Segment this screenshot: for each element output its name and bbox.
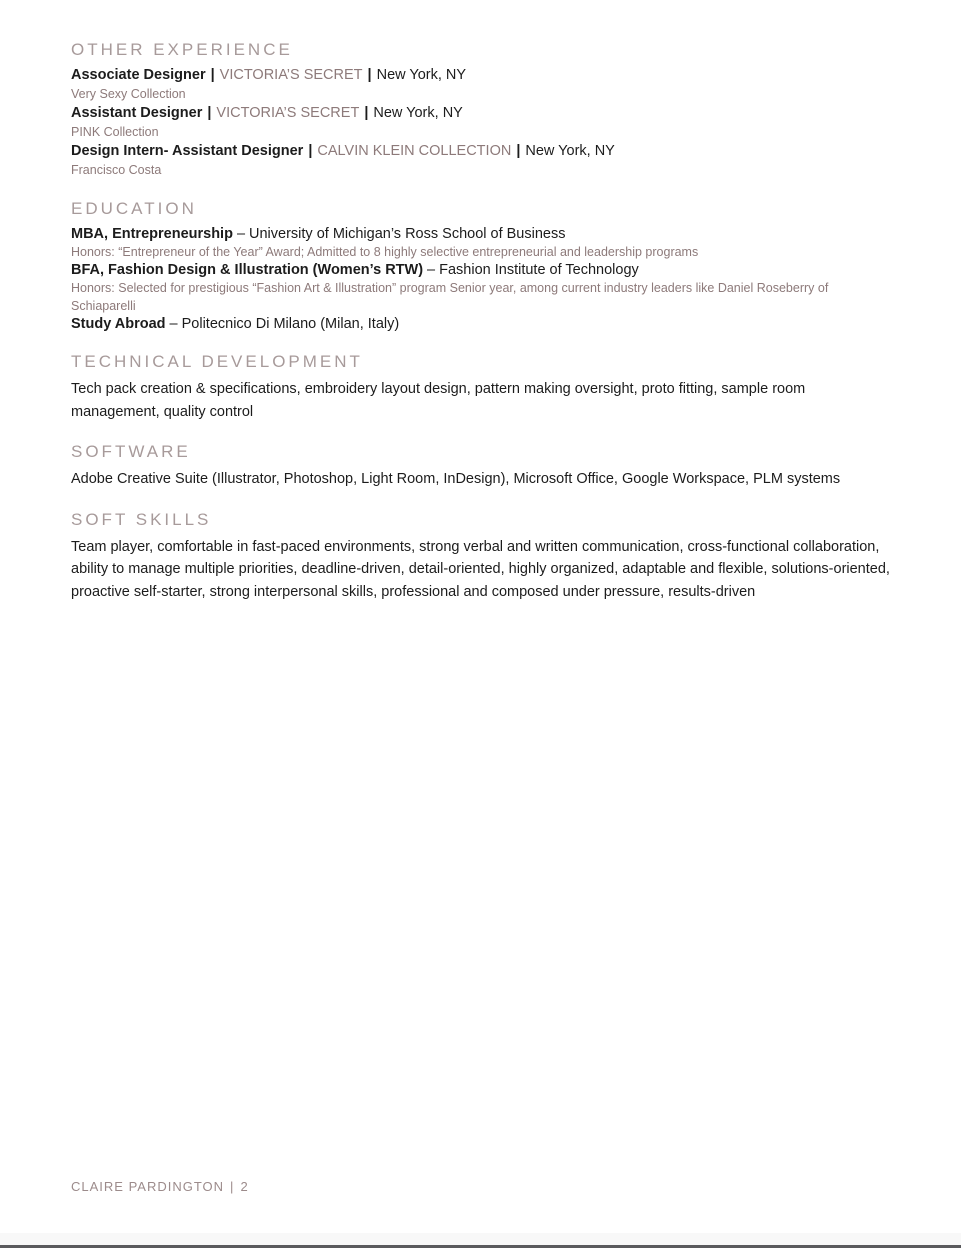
job-title: Design Intern- Assistant Designer	[71, 143, 304, 159]
dash-separator: –	[427, 262, 436, 278]
footer-name: CLAIRE PARDINGTON	[71, 1179, 225, 1194]
job-note: PINK Collection	[71, 125, 159, 139]
footer-page-number: 2	[240, 1179, 249, 1194]
section-software	[71, 442, 893, 491]
education-school: University of Michigan’s Ross School of Business	[249, 226, 566, 242]
job-company: CALVIN KLEIN COLLECTION	[317, 143, 512, 159]
bottom-band	[0, 1233, 961, 1245]
job-note: Very Sexy Collection	[71, 87, 186, 101]
education-entry-line	[71, 261, 893, 279]
section-education	[71, 199, 893, 333]
separator-pipe: |	[364, 105, 369, 121]
job-note: Francisco Costa	[71, 163, 162, 177]
separator-pipe: |	[367, 67, 372, 83]
dash-separator: –	[236, 226, 246, 242]
education-school: Politecnico Di Milano (Milan, Italy)	[181, 316, 400, 332]
section-title-technical-development: TECHNICAL DEVELOPMENT	[71, 352, 363, 371]
education-degree: BFA, Fashion Design & Illustration (Women’s RTW)	[71, 262, 424, 278]
section-title-other-experience: OTHER EXPERIENCE	[71, 40, 293, 59]
education-school: Fashion Institute of Technology	[439, 262, 639, 278]
education-degree: MBA, Entrepreneurship	[71, 226, 233, 242]
technical-development-text: Tech pack creation & specifications, embroidery layout design, pattern making oversight, proto fitting, sample room management, quality control	[71, 381, 806, 420]
job-company: VICTORIA’S SECRET	[216, 105, 360, 121]
education-honors: Honors: “Entrepreneur of the Year” Award; Admitted to 8 highly selective entrepreneurial and leadership programs	[71, 245, 699, 259]
section-technical-development	[71, 352, 893, 423]
education-entry-line	[71, 315, 893, 333]
job-entry-line	[71, 66, 893, 85]
job-entry-line	[71, 142, 893, 161]
job-location: New York, NY	[525, 143, 615, 159]
section-other-experience	[71, 40, 893, 180]
job-entry-line	[71, 104, 893, 123]
section-title-education: EDUCATION	[71, 199, 197, 218]
education-honors: Honors: Selected for prestigious “Fashion Art & Illustration” program Senior year, among current industry leaders like Daniel Roseberry of Schiaparelli	[71, 281, 829, 313]
section-title-soft-skills: SOFT SKILLS	[71, 509, 212, 529]
soft-skills-text: Team player, comfortable in fast-paced environments, strong verbal and written communication, cross-functional collaboration, ability to manage multiple priorities, deadline-driven, detail-oriented, highly organized, adaptable and flexible, solutions-oriented, proactive self-starter, strong interpersonal skills, professional and composed under pressure, results-driven	[71, 538, 890, 600]
job-location: New York, NY	[376, 67, 467, 83]
resume-content	[71, 40, 893, 622]
dash-separator: –	[169, 316, 178, 332]
education-degree: Study Abroad	[71, 316, 166, 332]
job-location: New York, NY	[373, 105, 463, 121]
education-entry-line	[71, 225, 893, 243]
job-title: Assistant Designer	[71, 105, 203, 121]
job-company: VICTORIA’S SECRET	[219, 67, 363, 83]
separator-pipe: |	[210, 67, 215, 83]
section-soft-skills	[71, 510, 893, 604]
job-title: Associate Designer	[71, 67, 206, 83]
section-title-software: SOFTWARE	[71, 442, 191, 461]
separator-pipe: |	[207, 105, 212, 121]
software-text: Adobe Creative Suite (Illustrator, Photoshop, Light Room, InDesign), Microsoft Office, Google Workspace, PLM systems	[71, 471, 841, 487]
separator-pipe: |	[308, 143, 313, 159]
page-footer	[71, 1179, 249, 1194]
separator-pipe: |	[230, 1179, 235, 1194]
separator-pipe: |	[516, 143, 521, 159]
